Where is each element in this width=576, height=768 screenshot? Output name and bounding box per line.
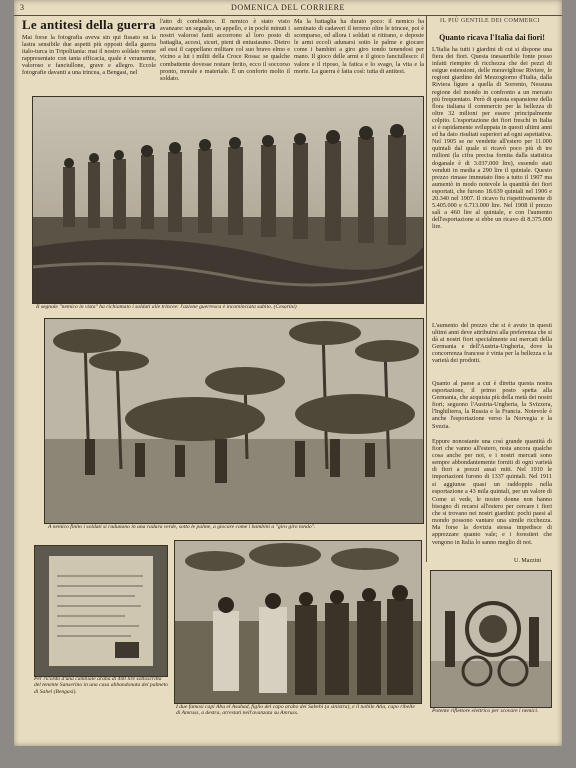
article-column-3: Ma la battaglia ha durato poco: il nemico ha seminato di cadaveri il terreno oltre le trincee, poi è scomparso, ed allora i soldati si ritirano, e deposte le armi eccoli adunarsi sotto le palme e giocare come i bambini a giro giro tondo tenendosi per mano. Il gioco delle armi e il gioco fanciullesco: il valore e il riposo, la fatica e lo svago, la vita e la morte. La guerra è fatta così: tutta di antitesi.: [294, 18, 424, 75]
photo-searchlight-image: [431, 571, 551, 707]
article-column-2: l'atto di combattere. Il nemico è stato visto avanzare: un segnale, un appello, e in pochi minuti i nostri valorosi fanti accorrono al loro posto di battaglia, accesi, sicuri, pieni di entusiasmo. Dietro ad essi il cappellano militare col suo bravo elmo e vicino a lui i militi della Croce Rossa: se qualche combattente dovesse restare ferito, ecco il soccorso pronto, morale e materiale. È un conforto molto il soldato.: [160, 18, 290, 82]
article-title: Le antitesi della guerra: [22, 17, 156, 32]
photo-soldiers-trench: [32, 96, 424, 304]
photo-caption-bill: Per ricordo d'una cambiale araba di 400 lire sottoscritta del tenente Sanserino in una casa abbandonata del palmeto di Sahel (Bengasi).: [34, 676, 168, 695]
photo-caption-palms: A nemico finito i soldati si radunano in una radura verde, sotto le palme, a giocare come i bambini a "giro giro tondo".: [48, 524, 316, 530]
photo-searchlight: [430, 570, 552, 708]
right-article-body-2: L'aumento del prezzo che si è avuto in questi ultimi anni deve attribuirsi alla preferenza che si dà ai nostri fiori specialmente sui mercati della Germania e dell'Austria-Ungheria, dove la concorrenza francese è vinta per la bellezza e la varietà dei prodotti.: [432, 322, 552, 365]
article-column-1: Mai forse la fotografia aveva sin qui fissato su la lastra sensibile due aspetti più opposti della guerra italo-turca in Tripolitania: mai il nostro soldato venne rappresentato con tanta efficacia, quale è veramente, valoroso e fanciullone, grave e allegro. Eccole fotografie davanti a una trincea, a Bengasi, nel: [22, 34, 156, 77]
right-article-body-3: Quanto al paese a cui è diretta questa nostra esportazione, il primo posto spetta alla Germania, che acquista più della metà dei nostri fiori; seguono l'Austria-Ungheria, la Svizzera, l'Inghilterra, la Russia e la Francia. Notevole è anche l'esportazione verso la Norvegia e la Svezia.: [432, 380, 552, 430]
photo-caption-chiefs: I due famosi capi Abu el Asuhad, figlio del capo arabo dei Sabebi (a sinistra), e il nobile Atla, capo ribelle di Amruss, a destra, arrestati nell'avanzata su Amruss.: [176, 704, 415, 717]
column-divider: [426, 16, 427, 562]
newspaper-page: [14, 0, 562, 746]
right-article-body-5: Come si vede, le nostre donne non hanno bisogno di recarsi all'estero per cercare i fiori che si trovano nei nostri giardini: pochi paesi al mondo possono vantare una simile ricchezza. Ma forse la dovizia stessa impedisce di apprezzare quanto vale; e i forestieri che vengono in Italia lo sanno meglio di noi.: [432, 496, 552, 546]
page-number: 3: [20, 3, 24, 12]
photo-palm-grove-game: [44, 318, 424, 524]
masthead: [14, 3, 562, 16]
right-article-title: Quanto ricava l'Italia dai fiori!: [439, 33, 545, 42]
masthead-title: DOMENICA DEL CORRIERE: [230, 3, 346, 12]
photo-soldiers-trench-image: [33, 97, 423, 303]
photo-caption-searchlight: Potente riflettore elettrico per scovare i nemici.: [432, 708, 539, 714]
photo-arab-chiefs: [174, 540, 422, 704]
article-kicker: IL PIÙ GENTILE DEI COMMERCI: [440, 18, 540, 24]
photo-caption-trench: Il segnale "nemico in vista" ha richiamato i soldati alle trincee: l'azione guerresca è incominciata subito. (Cesarini): [36, 304, 297, 310]
right-article-body-1: L'Italia ha tutti i giardini di cui si dispone una fiera dei fiori. Questa inesauribile fonte posso infatti riempire di ricchezza che dei pezzi di esigue estensioni, delle meravigliose Riviere, le regioni giardino del Mezzogiorno d'Italia, dalla Riviera ligure a quella di Sorrento, Nessuna regione del mondo in confronto a un mercato più frequentato. Però di questa espansione della flora italiana il commercio per la bellezza di oltre 32 milioni per essere principalmente colpito. L'esportazione dei fiori freschi in Italia si è rapidamente sviluppata in questi ultimi anni ed ha dato risultati superiori ad ogni aspettativa. Nel 1905 se ne vendette all'estero per 11.000 quintali dal quale si ricavò poco più di tre milioni (la cifra precisa fornita dalla statistica doganale è di 3.037.000 lire), essendo stati venduti in media a 290 lire il quintale. Questo prezzo rimase immutato fino a tutto il 1907 ma aumentò in modo notevole la quantità dei fiori esportati, che furono 18.639 quintali nel 1906 e 20.340 nel 1907. Il ricavo fu rispettivamente di 5.405.000 e 6.713.000 lire. Nel 1908 il prezzo salì a 460 lire al quintale, e con l'aumento dell'esportazione si ebbe un ricavo di 8.375.000 lire.: [432, 46, 552, 231]
photo-arab-bill-image: [35, 546, 167, 676]
photo-palm-grove-image: [45, 319, 423, 523]
photo-arab-bill: [34, 545, 168, 677]
photo-arab-chiefs-image: [175, 541, 421, 703]
right-article-body-4: Eppure nonostante una così grande quantità di fiori che vanno all'estero, resta ancora qualche cosa anche per noi, e i nostri mercati sono sempre abbondantemente forniti di ogni varietà di fiori a prezzi assai miti. Nel 1910 le importazioni furono di 1337 quintali. Nel 1911 si aggiunse quasi un raddoppio nella esportazione a 43 mila quintali, per un valore di: [432, 438, 552, 494]
article-signature: U. Mazzini: [514, 558, 541, 564]
